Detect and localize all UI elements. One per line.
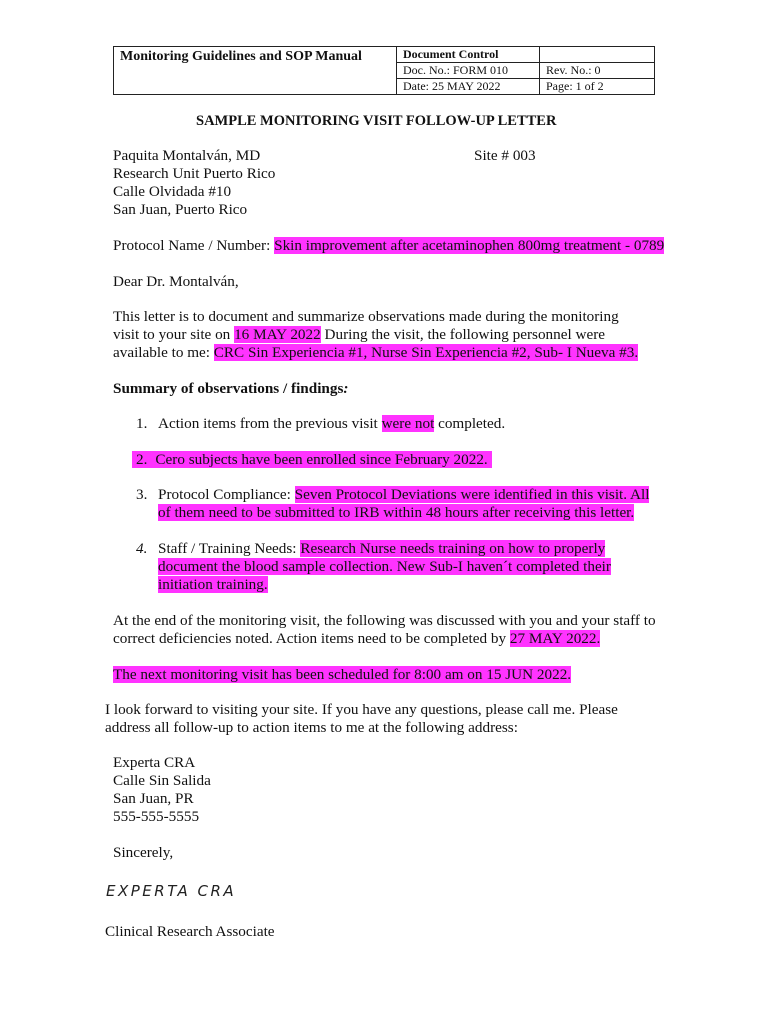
item-4-line-3: [158, 576, 268, 594]
item-4-line-2: [158, 558, 611, 576]
item-highlight: were not: [381, 415, 435, 432]
recipient-name: Paquita Montalván, MD: [113, 147, 261, 164]
intro-text: During the visit, the following personnel were: [320, 326, 606, 343]
recipient-city: San Juan, Puerto Rico: [113, 201, 248, 218]
summary-heading: [113, 380, 348, 398]
sender-city: San Juan, PR: [113, 790, 194, 807]
item-highlight: of them need to be submitted to IRB within 48 hours after receiving this letter.: [158, 504, 635, 521]
next-visit: The next monitoring visit has been scheduled for 8:00 am on 15 JUN 2022.: [113, 666, 572, 683]
doc-number: Doc. No.: FORM 010: [397, 63, 540, 79]
protocol-value: Skin improvement after acetaminophen 800mg treatment - 0789: [274, 237, 665, 254]
intro-text: visit to your site on: [113, 326, 235, 343]
forward-line-1: I look forward to visiting your site. If you have any questions, please call me. Please: [105, 701, 618, 718]
closing-text: correct deficiencies noted. Action items need to be completed by: [113, 630, 510, 647]
manual-title: Monitoring Guidelines and SOP Manual: [114, 47, 397, 95]
item-highlight: Cero subjects have been enrolled since February 2022.: [147, 451, 487, 468]
signature: EXPERTA CRA: [106, 882, 237, 900]
intro-line-3: [113, 344, 638, 362]
recipient-street: Calle Olvidada #10: [113, 183, 232, 200]
item-number-1: 1.: [136, 415, 148, 432]
item-text: Staff / Training Needs:: [158, 540, 301, 557]
salutation: Dear Dr. Montalván,: [113, 273, 239, 290]
sender-phone: 555-555-5555: [113, 808, 200, 825]
page-number: Page: 1 of 2: [540, 79, 655, 95]
protocol-label: Protocol Name / Number:: [113, 237, 275, 254]
item-3-line-1: [158, 486, 649, 504]
doc-control-empty-cell: [540, 47, 655, 63]
site-number: Site # 003: [474, 147, 536, 164]
document-control-table: [113, 46, 655, 95]
revision-number: Rev. No.: 0: [540, 63, 655, 79]
forward-line-2: address all follow-up to action items to me at the following address:: [105, 719, 518, 736]
item-number-3: 3.: [136, 486, 148, 503]
closing-line-1: At the end of the monitoring visit, the following was discussed with you and your staff to: [113, 612, 656, 629]
sender-street: Calle Sin Salida: [113, 772, 211, 789]
recipient-unit: Research Unit Puerto Rico: [113, 165, 276, 182]
next-visit-line: [113, 666, 571, 684]
closing-line-2: [113, 630, 600, 648]
summary-heading-colon: :: [343, 380, 349, 397]
item-2: [132, 451, 492, 469]
item-highlight: initiation training.: [158, 576, 268, 593]
protocol-line: [113, 237, 664, 255]
summary-heading-text: Summary of observations / findings: [113, 380, 344, 397]
item-highlight: document the blood sample collection. New Sub-I haven´t completed their: [158, 558, 611, 575]
sincerely: Sincerely,: [113, 844, 174, 861]
item-number-4: 4.: [136, 540, 148, 557]
letter-heading: SAMPLE MONITORING VISIT FOLLOW-UP LETTER: [196, 113, 557, 129]
item-number-2: 2.: [132, 451, 147, 468]
intro-text: available to me:: [113, 344, 214, 361]
item-text: Protocol Compliance:: [158, 486, 295, 503]
doc-control-label: Document Control: [397, 47, 540, 63]
doc-date: Date: 25 MAY 2022: [397, 79, 540, 95]
intro-line-2: [113, 326, 605, 344]
item-highlight: Seven Protocol Deviations were identified in this visit. All: [294, 486, 650, 503]
item-1: [158, 415, 505, 433]
sender-title: Clinical Research Associate: [105, 923, 275, 940]
item-4-line-1: [158, 540, 605, 558]
item-text: Action items from the previous visit: [158, 415, 382, 432]
visit-date: 16 MAY 2022: [234, 326, 321, 343]
item-3-line-2: [158, 504, 634, 522]
personnel-list: CRC Sin Experiencia #1, Nurse Sin Experiencia #2, Sub- I Nueva #3.: [213, 344, 639, 361]
item-text: completed.: [434, 415, 506, 432]
sender-name: Experta CRA: [113, 754, 196, 771]
intro-line-1: This letter is to document and summarize observations made during the monitoring: [113, 308, 619, 325]
item-highlight: Research Nurse needs training on how to properly: [300, 540, 606, 557]
due-date: 27 MAY 2022.: [509, 630, 601, 647]
